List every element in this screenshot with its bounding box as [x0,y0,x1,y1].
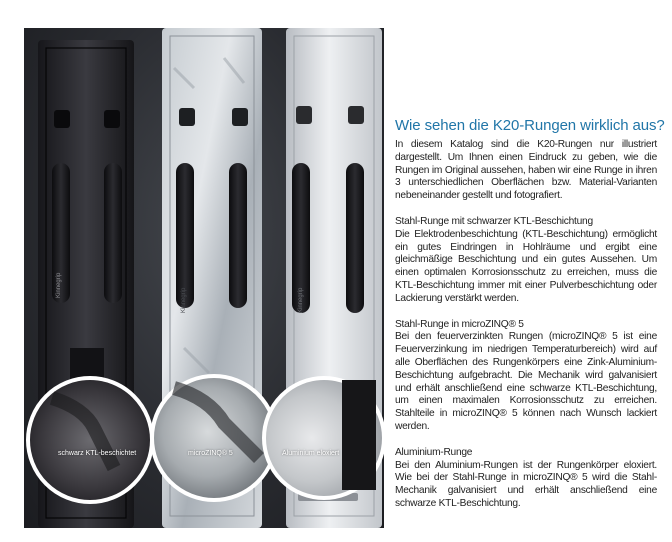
circle-label-black: schwarz KTL-beschichtet [58,450,137,457]
detail-circle-zinc [152,376,276,500]
section-body: Die Elektrodenbeschichtung (KTL-Beschichtung) ermöglicht ein gutes Eindringen in Hohlräume und ergibt eine gleichmäßige Beschichtung und ein gutes Aussehen. Um einen optimalen Korrosionsschutz zu erreichen, muss die KTL-Beschichtung immer mit einer Pulverbeschichtung oder Lackierung verstärkt werden. [395,228,657,304]
section-body: Bei den feuerverzinkten Rungen (microZINQ® 5 ist eine Feuerverzinkung im niedrigen Temperaturbereich) wird auf alle Oberflächen des Rungenkörpers eine Zink-Aluminium-Beschichtung aufgebracht. Die Mechanik wird galvanisiert und erhält anschließend eine schwarze KTL-Beschichtung, um einen maximalen Korrosionsschutz zu erreichen. Stahlteile in microZINQ® 5 können nach Wunsch lackiert werden. [395,331,657,432]
brand-mark-black: Kinnegrip [56,272,62,298]
section-title: Aluminium-Runge [395,446,473,458]
section-microzinq [395,319,657,434]
section-title: Stahl-Runge in microZINQ® 5 [395,318,524,330]
section-body: Bei den Aluminium-Rungen ist der Rungenkörper eloxiert. Wie bei der Stahl-Runge in microZINQ® 5 wird die Stahl-Mechanik galvanisiert und erhält anschließend eine schwarze KTL-Beschichtung. [395,459,657,509]
page-title: Wie sehen die K20-Rungen wirklich aus? [395,117,665,134]
intro-paragraph: In diesem Katalog sind die K20-Rungen nur illustriert dargestellt. Um Ihnen einen Eindruck zu geben, wie die Rungen im Original aussehen, haben wir eine Runge in ihren 3 unterschiedlichen Oberflächen bzw. Material-Varianten nebeneinander gestellt und fotografiert. [395,139,657,202]
brand-mark-aluminium: Kinnegrip [298,287,304,313]
section-title: Stahl-Runge mit schwarzer KTL-Beschichtung [395,215,593,227]
detail-circle-aluminium [264,378,384,498]
circle-label-zinc: microZINQ® 5 [188,450,233,457]
section-ktl [395,216,657,306]
detail-circle-black [28,378,152,502]
brand-mark-zinc: Kinnegrip [181,287,187,313]
circle-label-aluminium: Aluminium eloxiert [282,450,340,457]
section-aluminium [395,447,657,511]
product-photo [24,28,384,528]
article [395,116,665,511]
